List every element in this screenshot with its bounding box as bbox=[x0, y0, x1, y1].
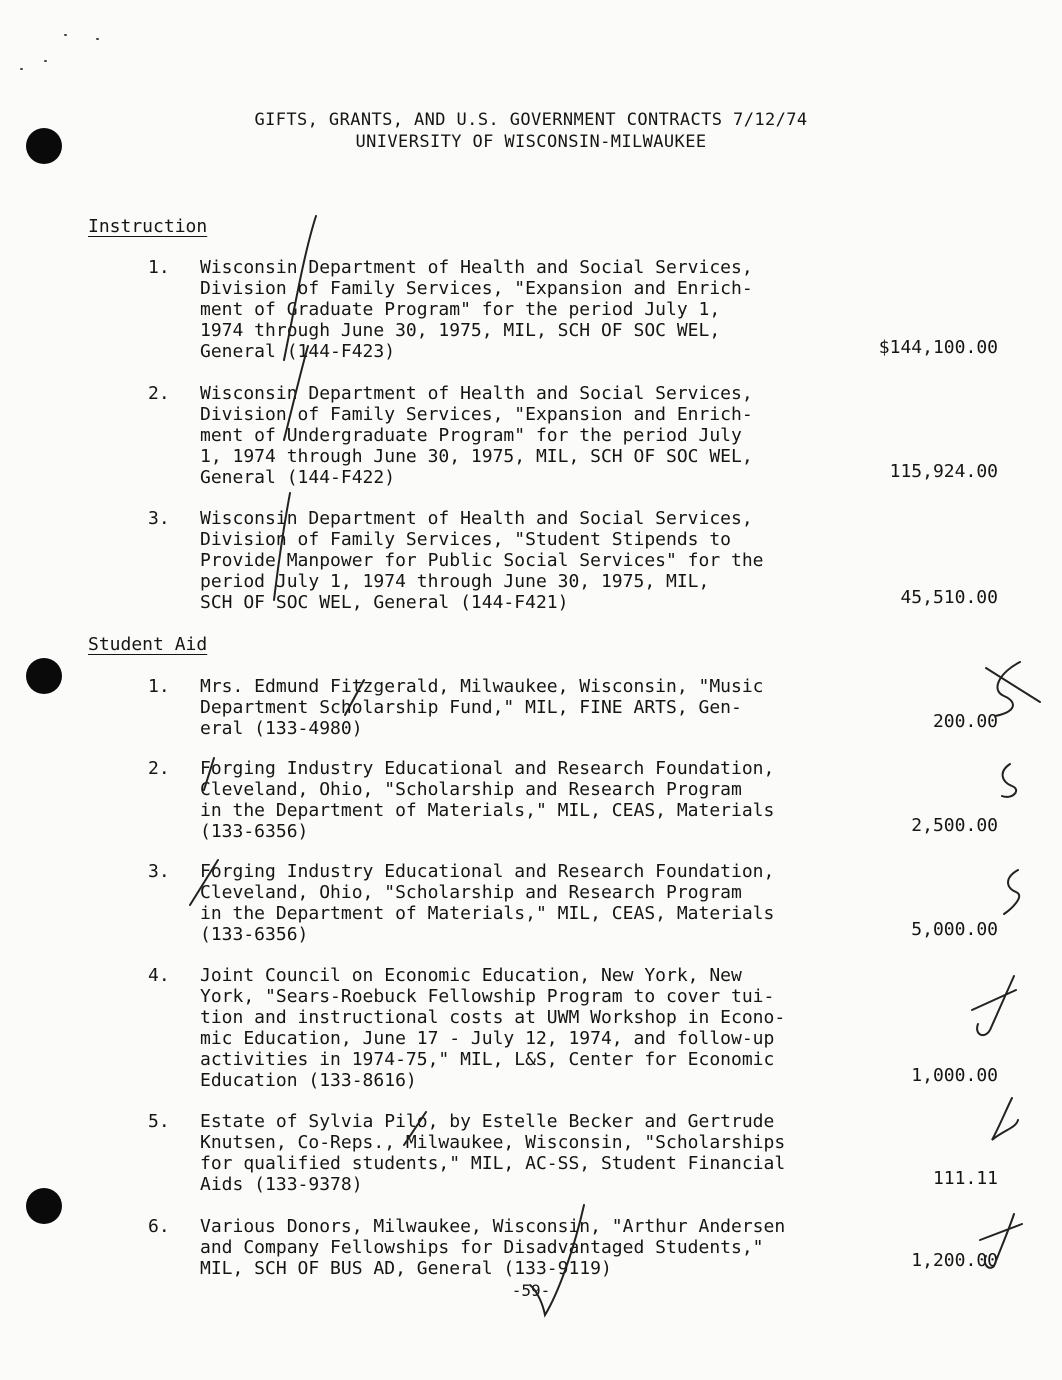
student-aid-item-5-amount: 111.11 bbox=[932, 1168, 998, 1189]
item-description: Estate of Sylvia Pilo, by Estelle Becker and Gertrude Knutsen, Co-Reps., Milwaukee, Wisconsin, "Scholarships for qualified students," MIL, AC-SS, Student Financial Aids (133-9378) bbox=[200, 1111, 786, 1195]
instruction-item-2-amount: 115,924.00 bbox=[889, 461, 998, 482]
item-number: 2. bbox=[148, 758, 170, 779]
item-number: 1. bbox=[148, 257, 170, 278]
check-mark bbox=[404, 1112, 426, 1145]
document-subtitle: UNIVERSITY OF WISCONSIN-MILWAUKEE bbox=[355, 132, 707, 152]
j-mark bbox=[985, 1214, 1014, 1268]
item-description: Joint Council on Economic Education, New York, New York, "Sears-Roebuck Fellowship Program to cover tui- tion and instructional costs at UWM Workshop in Econo- mic Education, June 17 - July 12, 1974, and follow-up activities in 1974-75," MIL, L&S, Center for Economic Education (133-8616) bbox=[200, 965, 786, 1091]
item-number: 6. bbox=[148, 1216, 170, 1237]
student-aid-item-3-amount: 5,000.00 bbox=[911, 919, 998, 940]
page-number: -59- bbox=[511, 1281, 551, 1300]
item-description: Wisconsin Department of Health and Social Services, Division of Family Services, "Expansion and Enrich- ment of Undergraduate Program" for the period July 1, 1974 through June 30, 1975, MIL, SCH OF SOC WEL, General (144-F422) bbox=[200, 383, 753, 488]
item-number: 4. bbox=[148, 965, 170, 986]
student-aid-item-6-amount: 1,200.00 bbox=[911, 1250, 998, 1271]
item-number: 3. bbox=[148, 508, 170, 529]
student-aid-item-2-amount: 2,500.00 bbox=[911, 815, 998, 836]
instruction-item-1-amount: $144,100.00 bbox=[878, 337, 998, 358]
check-mark bbox=[274, 493, 290, 600]
item-number: 5. bbox=[148, 1111, 170, 1132]
item-number: 2. bbox=[148, 383, 170, 404]
j-mark bbox=[972, 990, 1016, 1010]
section-heading-instruction: Instruction bbox=[88, 216, 208, 237]
item-description: Mrs. Edmund Fitzgerald, Milwaukee, Wisconsin, "Music Department Scholarship Fund," MIL, FINE ARTS, Gen- eral (133-4980) bbox=[200, 676, 764, 739]
check-mark bbox=[345, 680, 364, 715]
item-description: Wisconsin Department of Health and Social Services, Division of Family Services, "Student Stipends to Provide Manpower for Public Social Services" for the period July 1, 1974 through June 30, 1975, MIL, SCH OF SOC WEL, General (144-F421) bbox=[200, 508, 764, 613]
item-number: 1. bbox=[148, 676, 170, 697]
j-mark bbox=[992, 1098, 1018, 1140]
s-mark bbox=[986, 668, 1040, 702]
student-aid-item-1-amount: 200.00 bbox=[932, 711, 998, 732]
item-description: Forging Industry Educational and Research Foundation, Cleveland, Ohio, "Scholarship and Research Program in the Department of Materials," MIL, CEAS, Materials (133-6356) bbox=[200, 758, 775, 842]
item-description: Forging Industry Educational and Research Foundation, Cleveland, Ohio, "Scholarship and Research Program in the Department of Materials," MIL, CEAS, Materials (133-6356) bbox=[200, 861, 775, 945]
s-mark bbox=[1002, 764, 1016, 797]
j-mark bbox=[980, 1224, 1022, 1240]
check-mark bbox=[284, 216, 316, 360]
section-heading-student-aid: Student Aid bbox=[88, 634, 208, 655]
s-mark bbox=[1004, 870, 1019, 914]
document-title: GIFTS, GRANTS, AND U.S. GOVERNMENT CONTRACTS 7/12/74 bbox=[254, 110, 808, 130]
check-mark bbox=[284, 346, 308, 440]
s-mark bbox=[995, 662, 1020, 716]
instruction-item-3-amount: 45,510.00 bbox=[900, 587, 998, 608]
student-aid-item-4-amount: 1,000.00 bbox=[911, 1065, 998, 1086]
check-mark bbox=[530, 1205, 584, 1315]
item-number: 3. bbox=[148, 861, 170, 882]
check-mark bbox=[204, 758, 214, 790]
check-mark bbox=[190, 860, 218, 905]
item-description: Various Donors, Milwaukee, Wisconsin, "Arthur Andersen and Company Fellowships for Disadvantaged Students," MIL, SCH OF BUS AD, General (133-9119) bbox=[200, 1216, 786, 1279]
item-description: Wisconsin Department of Health and Social Services, Division of Family Services, "Expansion and Enrich- ment of Graduate Program" for the period July 1, 1974 through June 30, 1975, MIL, SCH OF SOC WEL, General (144-F423) bbox=[200, 257, 753, 362]
